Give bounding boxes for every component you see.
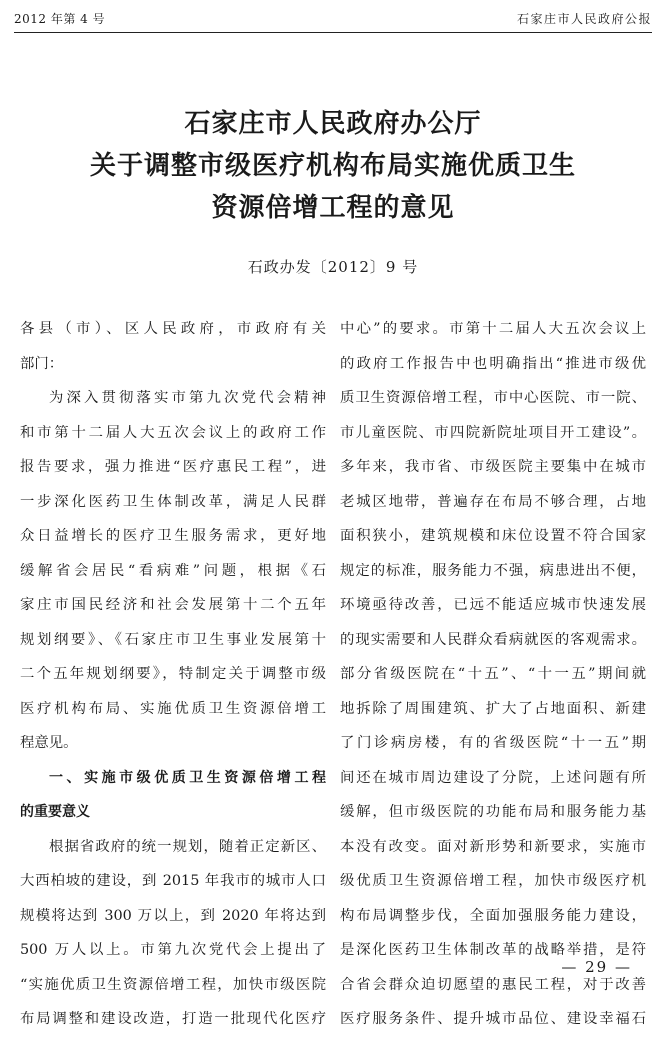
body-line: 缓解省会居民“看病难”问题，根据《石 [20, 562, 326, 579]
right-column [340, 312, 646, 1037]
body-line: 了门诊病房楼，有的省级医院“十一五”期 [340, 735, 646, 751]
publication-name: 石家庄市人民政府公报 [516, 12, 652, 26]
body-line: 是深化医药卫生体制改革的战略举措，是符 [340, 942, 646, 958]
body-line: 根据省政府的统一规划，随着正定新区、 [49, 838, 326, 855]
body-line: 各县（市）、区人民政府，市政府有关 [20, 321, 326, 337]
body-line: 布局调整和建设改造，打造一批现代化医疗 [20, 1011, 326, 1027]
body-line: 报告要求，强力推进“医疗惠民工程”，进 [20, 459, 326, 475]
body-line: 医疗机构布局、实施优质卫生资源倍增工 [20, 700, 326, 717]
document-number: 石政办发〔2012〕9 号 [247, 258, 419, 276]
body-line: 质卫生资源倍增工程，市中心医院、市一院、 [340, 390, 646, 406]
body-line: 间还在城市周边建设了分院，上述问题有所 [340, 769, 646, 786]
body-line: 多年来，我市省、市级医院主要集中在城市 [340, 459, 646, 475]
running-header [14, 6, 652, 33]
body-line: 部分省级医院在“十五”、“十一五”期间就 [340, 666, 646, 682]
body-line: 500 万人以上。市第九次党代会上提出了 [20, 942, 326, 958]
body-line: 的政府工作报告中也明确指出“推进市级优 [340, 355, 646, 372]
body-line: 为深入贯彻落实市第九次党代会精神 [49, 390, 326, 406]
body-line: 规定的标准，服务能力不强，病患进出不便， [340, 562, 646, 579]
document-title [0, 103, 666, 229]
body-line: 缓解，但市级医院的功能布局和服务能力基 [340, 804, 646, 820]
left-column [20, 312, 326, 1037]
body-line: 规模将达到 300 万以上，到 2020 年将达到 [20, 907, 326, 924]
body-line: 和市第十二届人大五次会议上的政府工作 [20, 424, 326, 441]
title-line: 关于调整市级医疗机构布局实施优质卫生 [89, 151, 576, 181]
body-line: 级优质卫生资源倍增工程，加快市级医疗机 [340, 873, 646, 889]
body-line: 家庄市国民经济和社会发展第十二个五年 [20, 597, 326, 613]
body-line: 构布局调整步伐，全面加强服务能力建设， [340, 907, 646, 924]
body-line: “实施优质卫生资源倍增工程，加快市级医院 [20, 976, 326, 993]
issue-label: 2012 年第 4 号 [14, 12, 106, 26]
body-line: 规划纲要》、《石家庄市卫生事业发展第十 [20, 631, 326, 648]
body-line: 中心”的要求。市第十二届人大五次会议上 [340, 321, 646, 337]
body-line: 一步深化医药卫生体制改革，满足人民群 [20, 493, 326, 510]
body-line: 二个五年规划纲要》，特制定关于调整市级 [20, 666, 326, 682]
section-heading: 的重要意义 [20, 804, 90, 820]
body-line: 本没有改变。面对新形势和新要求，实施市 [340, 838, 646, 855]
body-line: 面积狭小，建筑规模和床位设置不符合国家 [340, 528, 646, 544]
body-line: 市儿童医院、市四院新院址项目开工建设”。 [340, 424, 646, 441]
body-line: 部门： [20, 355, 64, 372]
body-line: 程意见。 [20, 735, 78, 751]
section-heading: 一、实施市级优质卫生资源倍增工程 [49, 769, 326, 786]
body-line: 医疗服务条件、提升城市品位、建设幸福石 [340, 1011, 646, 1027]
body-line: 大西柏坡的建设，到 2015 年我市的城市人口 [20, 873, 326, 889]
body-line: 老城区地带，普遍存在布局不够合理，占地 [340, 493, 646, 510]
title-line: 石家庄市人民政府办公厅 [184, 109, 482, 139]
page-number: — 29 — [561, 958, 632, 976]
body-line: 的现实需要和人民群众看病就医的客观需求。 [340, 631, 646, 648]
title-line: 资源倍增工程的意见 [211, 193, 455, 223]
body-line: 环境亟待改善，已远不能适应城市快速发展 [340, 597, 646, 613]
body-line: 合省会群众迫切愿望的惠民工程，对于改善 [340, 976, 646, 993]
body-line: 众日益增长的医疗卫生服务需求，更好地 [20, 528, 326, 544]
body-line: 地拆除了周围建筑、扩大了占地面积、新建 [340, 700, 646, 717]
